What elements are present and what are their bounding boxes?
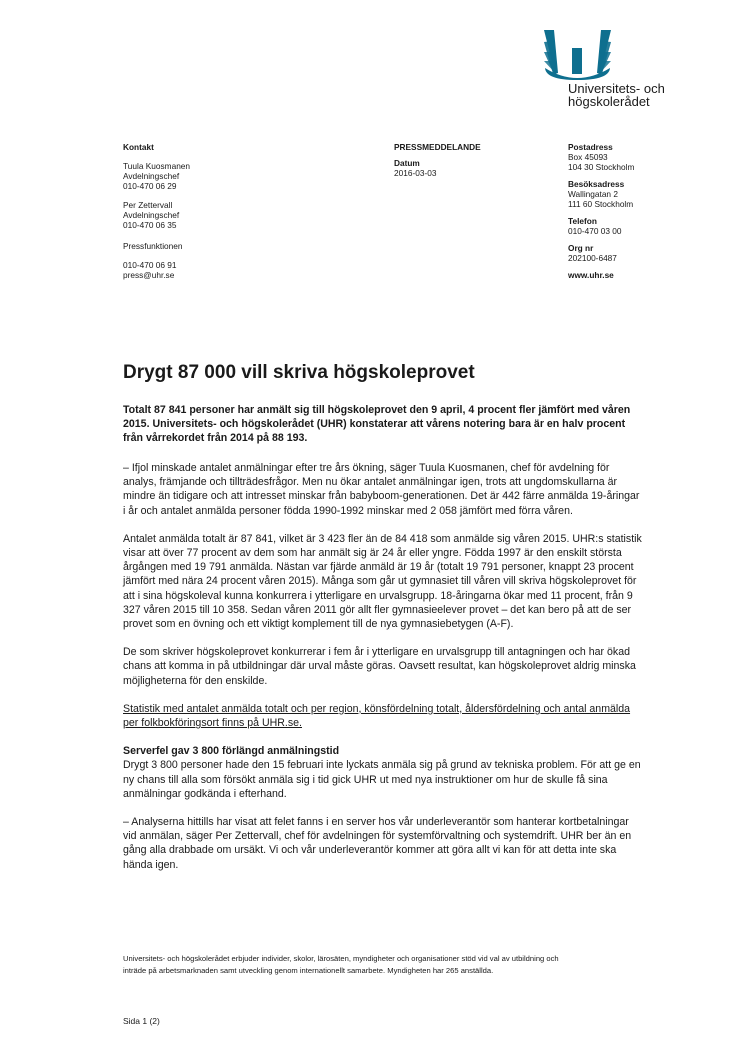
phone-number: 010-470 03 00 [568,226,622,236]
post-label: Postadress [568,142,613,152]
post-line-1: Box 45093 [568,152,608,162]
address-column [568,142,634,280]
release-date: 2016-03-03 [394,168,437,178]
article-body [123,461,643,872]
visit-label: Besöksadress [568,179,625,189]
page-number: Sida 1 (2) [123,1016,160,1026]
contact-2-name: Per Zettervall [123,200,173,210]
contact-1-name: Tuula Kuosmanen [123,161,191,171]
org-label: Org nr [568,243,594,253]
contact-label: Kontakt [123,142,154,152]
visit-line-1: Wallingatan 2 [568,189,618,199]
visit-line-2: 111 60 Stockholm [568,199,634,209]
phone-label: Telefon [568,216,597,226]
release-type: PRESSMEDDELANDE [394,142,481,152]
logo-wordmark [568,82,665,108]
release-column [394,142,481,178]
lead-paragraph [123,403,643,460]
contact-column [123,142,190,280]
contact-2-title: Avdelningschef [123,210,180,220]
logo-line-2: högskolerådet [568,94,650,109]
date-label: Datum [394,158,420,168]
press-email[interactable]: press@uhr.se [123,270,175,280]
paragraph-2: Antalet anmälda totalt är 87 841, vilket är 3 423 fler än de 84 418 som anmälde sig våren 2015. UHR:s statistik visar att över 77 procent av dem som har anmält sig är 24 år eller yngre. Födda 1997 är den enskilt största årgången med 19 791 anmälda. Nästan var fjärde anmäld är 19 år (totalt 19 791 personer, knappt 23 procent jämfört med nära 24 procent våren 2015). Många som går ut gymnasiet till våren vill skriva högskoleprovet för att i sina högskoleval kunna konkurrera i ytterligare en urvalsgrupp. 18-åringarna ökar med 11 procent, från 9 327 våren 2015 till 10 358. Sedan våren 2011 gör allt fler gymnasieelever provet – det kan bero på att de ser provet som en övning och ett viktigt komplement till de nya gymnasiebetygen (A-F). [123,532,642,631]
press-phone: 010-470 06 91 [123,260,177,270]
paragraph-4: Drygt 3 800 personer hade den 15 februari inte lyckats anmäla sig på grund av tekniska problem. För att ge en ny chans till alla som försökt anmäla sig i tid gick UHR ut med nya instruktioner om hur de skulle få sina anmälningar godkända i efterhand. [123,759,641,800]
page-title: Drygt 87 000 vill skriva högskoleprovet [123,362,475,383]
section-subheading: Serverfel gav 3 800 förlängd anmälningstid [123,745,340,758]
contact-2-phone: 010-470 06 35 [123,220,177,230]
statistics-link[interactable]: Statistik med antalet anmälda totalt och per region, könsfördelning totalt, åldersfördelning och antal anmälda per folkbokföringsort finns på UHR.se. [123,702,631,730]
lead-text: Totalt 87 841 personer har anmält sig till högskoleprovet den 9 april, 4 procent fler jämfört med våren 2015. Universitets- och högskolerådet (UHR) konstaterar att vårens notering bara är en halv procent från vårrekordet från 2014 på 88 193. [123,404,631,445]
paragraph-3: De som skriver högskoleprovet konkurrerar i fem år i ytterligare en urvalsgrupp till antagningen och har ökad chans att komma in på utbildningar där urval måste göras. Oavsett resultat, kan högskoleprovet aldrig minska möjligheterna för den enskilde. [123,646,636,687]
website-link[interactable]: www.uhr.se [568,270,614,280]
logo-line-1: Universitets- och [568,81,665,96]
contact-1-phone: 010-470 06 29 [123,181,177,191]
org-number: 202100-6487 [568,253,617,263]
paragraph-5: – Analyserna hittills har visat att felet fanns i en server hos vår underleverantör som hanterar kortbetalningar vid anmälan, säger Per Zettervall, chef för avdelningen för systemförvaltning och systemdrift. UHR ber än en gång alla drabbade om ursäkt. Vi och vår underleverantör kommer att göra allt vi kan för att detta inte ska hända igen. [123,816,632,871]
press-label: Pressfunktionen [123,241,183,251]
paragraph-1: – Ifjol minskade antalet anmälningar efter tre års ökning, säger Tuula Kuosmanen, chef för avdelning för analys, främjande och tillträdesfrågor. Men nu ökar antalet anmälningar igen, trots att ungdomskullarna är mindre än tidigare och att intresset minskar från babyboom-generationen. Det är 442 färre anmälda 19-åringar i år och antalet anmälda personer födda 1990-1992 minskar med 2 058 jämfört med förra våren. [123,462,640,517]
contact-1-title: Avdelningschef [123,171,180,181]
footer-note: Universitets- och högskolerådet erbjuder individer, skolor, lärosäten, myndigheter och organisationer stöd vid val av utbildning och inträde på arbetsmarknaden samt utveckling genom internationellt samarbete. Myndigheten har 265 anställda. [123,954,559,975]
post-line-2: 104 30 Stockholm [568,162,635,172]
